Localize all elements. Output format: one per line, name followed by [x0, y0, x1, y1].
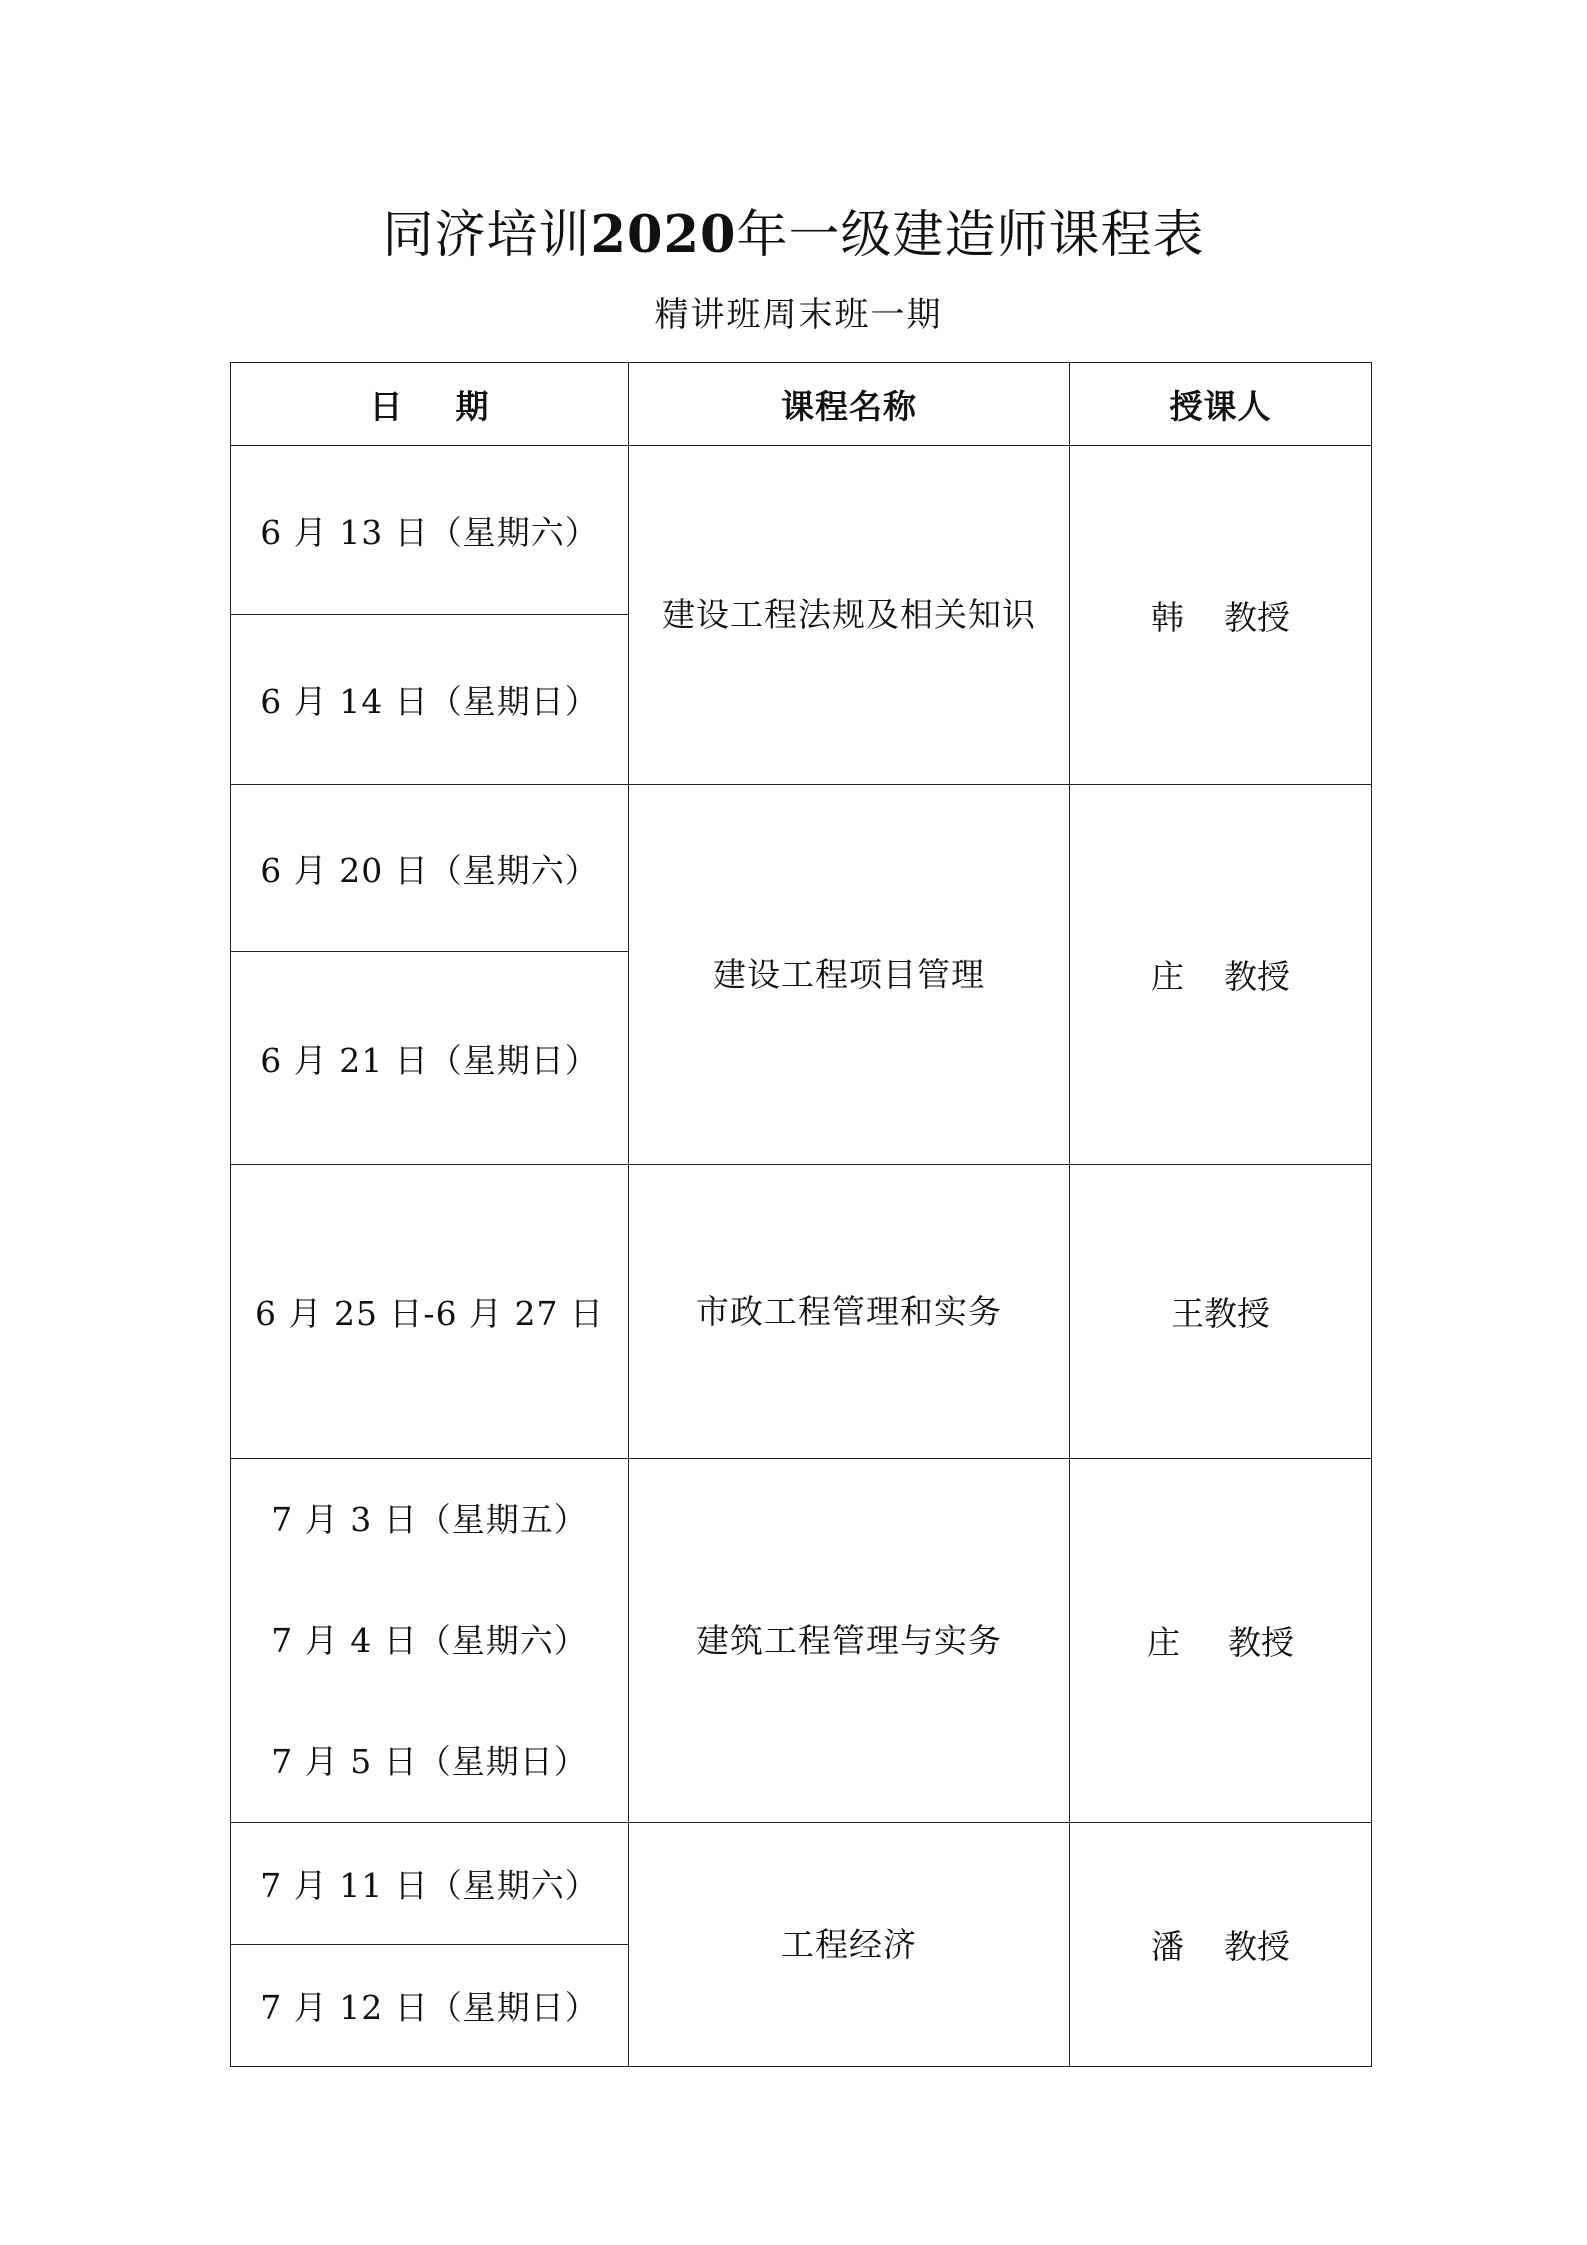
table-row — [231, 446, 1372, 615]
date-cell-multi — [231, 1459, 629, 1823]
lecturer-surname: 庄 — [1151, 957, 1184, 996]
header-date-label: 日 期 — [369, 386, 490, 426]
course-name: 工程经济 — [781, 1924, 917, 1964]
date-line: 7 月 5 日（星期日） — [271, 1742, 588, 1781]
course-cell — [629, 1165, 1070, 1459]
header-course: 课程名称 — [629, 363, 1070, 446]
date-cell: 6 月 13 日（星期六） — [231, 446, 629, 615]
course-cell — [629, 1823, 1070, 2067]
date-cell: 6 月 21 日（星期日） — [231, 952, 629, 1165]
lecturer-name: 王教授 — [1171, 1294, 1270, 1333]
date-line: 7 月 4 日（星期六） — [271, 1621, 588, 1660]
course-name: 建设工程法规及相关知识 — [662, 595, 1036, 634]
table-row — [231, 1823, 1372, 1945]
date-cell: 6 月 14 日（星期日） — [231, 615, 629, 785]
date-cell: 7 月 12 日（星期日） — [231, 1945, 629, 2067]
lecturer-title: 教授 — [1228, 1623, 1294, 1662]
lecturer-surname: 潘 — [1151, 1927, 1184, 1966]
lecturer-cell — [1070, 446, 1372, 785]
course-cell — [629, 1459, 1070, 1823]
lecturer-cell — [1070, 1823, 1372, 2067]
course-cell — [629, 785, 1070, 1165]
title-suffix: 年一级建造师课程表 — [736, 206, 1205, 265]
table-row — [231, 785, 1372, 952]
lecturer-title: 教授 — [1224, 597, 1290, 637]
date-cell: 6 月 20 日（星期六） — [231, 785, 629, 952]
course-schedule-table — [230, 362, 1372, 2067]
course-name: 市政工程管理和实务 — [696, 1291, 1002, 1331]
lecturer-surname: 庄 — [1147, 1623, 1180, 1662]
date-cell: 7 月 11 日（星期六） — [231, 1823, 629, 1945]
header-date — [231, 363, 629, 446]
lecturer-cell — [1070, 1165, 1372, 1459]
document-title — [0, 200, 1587, 271]
lecturer-cell — [1070, 785, 1372, 1165]
lecturer-cell — [1070, 1459, 1372, 1823]
lecturer-surname: 韩 — [1151, 597, 1184, 637]
date-line: 7 月 3 日（星期五） — [271, 1500, 588, 1539]
title-year: 2020 — [590, 205, 737, 265]
course-name: 建筑工程管理与实务 — [696, 1620, 1002, 1660]
date-cell: 6 月 25 日-6 月 27 日 — [231, 1165, 629, 1459]
title-prefix: 同济培训 — [382, 206, 591, 265]
document-subtitle: 精讲班周末班一期 — [654, 295, 943, 335]
lecturer-title: 教授 — [1224, 957, 1290, 996]
header-lecturer: 授课人 — [1070, 363, 1372, 446]
table-header-row — [231, 363, 1372, 446]
lecturer-title: 教授 — [1224, 1927, 1290, 1966]
table-row — [231, 1459, 1372, 1823]
table-row — [231, 1165, 1372, 1459]
course-name: 建设工程项目管理 — [713, 954, 985, 994]
course-cell — [629, 446, 1070, 785]
